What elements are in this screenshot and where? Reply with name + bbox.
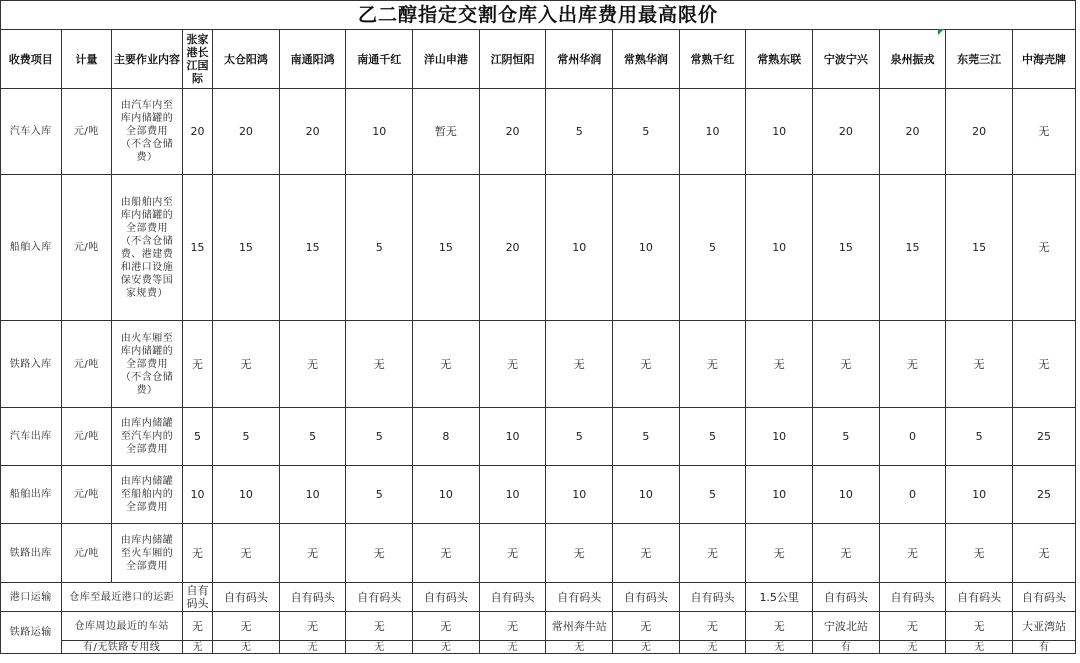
- fee-cell: 15: [279, 175, 346, 321]
- fee-content: 由火车厢至库内储罐的全部费用（不含仓储费）: [112, 321, 183, 408]
- fee-cell: 无: [479, 524, 546, 583]
- header-item: 收费项目: [1, 30, 62, 89]
- fee-cell: 10: [613, 175, 680, 321]
- fee-cell: 10: [813, 466, 880, 524]
- header-unit: 计量: [61, 30, 112, 89]
- fee-cell: 5: [279, 408, 346, 466]
- table-row: [1, 175, 1076, 321]
- rail-item: 铁路运输: [1, 612, 62, 654]
- fee-cell: 25: [1012, 408, 1075, 466]
- fee-cell: 10: [182, 466, 212, 524]
- fee-cell: 10: [613, 466, 680, 524]
- fee-item: 汽车出库: [1, 408, 62, 466]
- rail-line-cell: 无: [879, 641, 946, 654]
- rail-station-cell: 无: [413, 612, 480, 641]
- fee-cell: 无: [479, 321, 546, 408]
- fee-item: 汽车入库: [1, 89, 62, 175]
- port-cell: 自有码头: [613, 583, 680, 612]
- fee-cell: 无: [279, 321, 346, 408]
- fee-cell: 无: [346, 524, 413, 583]
- header-warehouse: 南通千红: [346, 30, 413, 89]
- port-cell: 自有码头: [879, 583, 946, 612]
- fee-cell: 10: [946, 466, 1013, 524]
- fee-content: 由库内储罐至火车厢的全部费用: [112, 524, 183, 583]
- port-cell: 自有码头: [279, 583, 346, 612]
- fee-unit: 元/吨: [61, 89, 112, 175]
- fee-cell: 10: [746, 175, 813, 321]
- fee-cell: 10: [679, 89, 746, 175]
- fee-cell: 无: [613, 524, 680, 583]
- fee-cell: 20: [879, 89, 946, 175]
- header-warehouse: 张家港长江国际: [182, 30, 212, 89]
- fee-cell: 无: [879, 321, 946, 408]
- rail-station-cell: 宁波北站: [813, 612, 880, 641]
- port-cell: 自有码头: [182, 583, 212, 612]
- fee-cell: 5: [813, 408, 880, 466]
- fee-cell: 5: [182, 408, 212, 466]
- fee-cell: 5: [679, 466, 746, 524]
- fee-cell: 10: [546, 466, 613, 524]
- fee-cell: 5: [679, 408, 746, 466]
- port-cell: 自有码头: [479, 583, 546, 612]
- fee-cell: 无: [1012, 175, 1075, 321]
- fee-cell: 5: [346, 175, 413, 321]
- header-warehouse: 常熟千红: [679, 30, 746, 89]
- fee-cell: 5: [679, 175, 746, 321]
- fee-cell: 0: [879, 466, 946, 524]
- fee-cell: 20: [279, 89, 346, 175]
- port-cell: 自有码头: [946, 583, 1013, 612]
- header-warehouse: 洋山申港: [413, 30, 480, 89]
- fee-cell: 10: [746, 89, 813, 175]
- rail-line-cell: 无: [613, 641, 680, 654]
- rail-line-cell: 无: [946, 641, 1013, 654]
- rail-station-content: 仓库周边最近的车站: [61, 612, 182, 641]
- fee-unit: 元/吨: [61, 321, 112, 408]
- fee-content: 由库内储罐至汽车内的全部费用: [112, 408, 183, 466]
- rail-line-cell: 有: [1012, 641, 1075, 654]
- port-content: 仓库至最近港口的运距: [61, 583, 182, 612]
- fee-cell: 25: [1012, 466, 1075, 524]
- fee-cell: 10: [279, 466, 346, 524]
- header-warehouse: 泉州振戎: [879, 30, 946, 89]
- fee-cell: 无: [279, 524, 346, 583]
- fee-cell: 20: [213, 89, 280, 175]
- header-warehouse: 宁波宁兴: [813, 30, 880, 89]
- header-warehouse: 常熟东联: [746, 30, 813, 89]
- rail-line-cell: 无: [346, 641, 413, 654]
- rail-station-cell: 无: [182, 612, 212, 641]
- header-row: [1, 30, 1076, 89]
- fee-cell: 5: [346, 408, 413, 466]
- fee-cell: 10: [746, 408, 813, 466]
- fee-item: 铁路出库: [1, 524, 62, 583]
- fee-item: 船舶入库: [1, 175, 62, 321]
- fee-cell: 无: [813, 321, 880, 408]
- fee-cell: 无: [679, 321, 746, 408]
- fee-cell: 15: [213, 175, 280, 321]
- fee-item: 铁路入库: [1, 321, 62, 408]
- fee-cell: 无: [182, 524, 212, 583]
- fee-cell: 无: [679, 524, 746, 583]
- rail-station-cell: 无: [879, 612, 946, 641]
- port-cell: 1.5公里: [746, 583, 813, 612]
- fee-cell: 无: [813, 524, 880, 583]
- fee-unit: 元/吨: [61, 408, 112, 466]
- rail-line-cell: 无: [182, 641, 212, 654]
- fee-cell: 15: [946, 175, 1013, 321]
- rail-line-cell: 无: [279, 641, 346, 654]
- fee-cell: 10: [413, 466, 480, 524]
- fee-cell: 5: [546, 408, 613, 466]
- fee-cell: 无: [413, 524, 480, 583]
- port-cell: 自有码头: [213, 583, 280, 612]
- port-cell: 自有码头: [413, 583, 480, 612]
- fee-cell: 无: [213, 321, 280, 408]
- fee-cell: 10: [479, 408, 546, 466]
- fee-cell: 15: [182, 175, 212, 321]
- fee-cell: 无: [1012, 524, 1075, 583]
- fee-cell: 15: [813, 175, 880, 321]
- rail-line-cell: 无: [213, 641, 280, 654]
- table-row: [1, 321, 1076, 408]
- fee-cell: 10: [346, 89, 413, 175]
- fee-cell: 无: [879, 524, 946, 583]
- rail-station-cell: 无: [213, 612, 280, 641]
- header-warehouse: 常州华润: [546, 30, 613, 89]
- rail-line-cell: 有: [813, 641, 880, 654]
- header-warehouse: 中海壳牌: [1012, 30, 1075, 89]
- fee-cell: 无: [746, 524, 813, 583]
- fee-cell: 无: [613, 321, 680, 408]
- header-content: 主要作业内容: [112, 30, 183, 89]
- header-warehouse: 南通阳鸿: [279, 30, 346, 89]
- fee-cell: 20: [479, 175, 546, 321]
- header-warehouse: 江阴恒阳: [479, 30, 546, 89]
- rail-station-cell: 无: [613, 612, 680, 641]
- fee-cell: 10: [746, 466, 813, 524]
- table-row: [1, 612, 1076, 641]
- rail-station-cell: 无: [746, 612, 813, 641]
- fee-cell: 无: [546, 524, 613, 583]
- fee-cell: 无: [346, 321, 413, 408]
- fee-cell: 20: [813, 89, 880, 175]
- fee-cell: 8: [413, 408, 480, 466]
- fee-cell: 5: [546, 89, 613, 175]
- rail-station-cell: 无: [946, 612, 1013, 641]
- header-warehouse: 太仓阳鸿: [213, 30, 280, 89]
- rail-line-cell: 无: [746, 641, 813, 654]
- fee-cell: 5: [346, 466, 413, 524]
- fee-cell: 0: [879, 408, 946, 466]
- fee-cell: 10: [546, 175, 613, 321]
- table-row: [1, 408, 1076, 466]
- fee-cell: 15: [879, 175, 946, 321]
- fee-cell: 无: [946, 524, 1013, 583]
- port-cell: 自有码头: [546, 583, 613, 612]
- header-warehouse: 东莞三江: [946, 30, 1013, 89]
- fee-cell: 5: [213, 408, 280, 466]
- fee-content: 由船舶内至库内储罐的全部费用（不含仓储费、港建费和港口设施保安费等国家规费）: [112, 175, 183, 321]
- port-item: 港口运输: [1, 583, 62, 612]
- fee-cell: 无: [546, 321, 613, 408]
- fee-cell: 15: [413, 175, 480, 321]
- rail-line-cell: 无: [679, 641, 746, 654]
- rail-line-cell: 无: [413, 641, 480, 654]
- rail-station-cell: 无: [479, 612, 546, 641]
- rail-station-cell: 无: [279, 612, 346, 641]
- rail-station-cell: 常州奔牛站: [546, 612, 613, 641]
- port-cell: 自有码头: [346, 583, 413, 612]
- rail-station-cell: 大亚湾站: [1012, 612, 1075, 641]
- table-row: [1, 524, 1076, 583]
- table-row: [1, 583, 1076, 612]
- fee-cell: 无: [1012, 89, 1075, 175]
- fee-cell: 暂无: [413, 89, 480, 175]
- table-row: [1, 466, 1076, 524]
- fee-cell: 20: [946, 89, 1013, 175]
- rail-station-cell: 无: [679, 612, 746, 641]
- fee-cell: 20: [479, 89, 546, 175]
- fee-cell: 无: [946, 321, 1013, 408]
- fee-cell: 无: [1012, 321, 1075, 408]
- fee-cell: 5: [613, 408, 680, 466]
- fee-cell: 无: [413, 321, 480, 408]
- rail-line-cell: 无: [546, 641, 613, 654]
- fee-unit: 元/吨: [61, 466, 112, 524]
- header-warehouse: 常熟华润: [613, 30, 680, 89]
- port-cell: 自有码头: [679, 583, 746, 612]
- port-cell: 自有码头: [813, 583, 880, 612]
- fee-cell: 5: [946, 408, 1013, 466]
- fee-content: 由汽车内至库内储罐的全部费用（不含仓储费）: [112, 89, 183, 175]
- fee-cell: 10: [479, 466, 546, 524]
- rail-station-cell: 无: [346, 612, 413, 641]
- fee-cell: 无: [182, 321, 212, 408]
- table-row: [1, 89, 1076, 175]
- rail-line-cell: 无: [479, 641, 546, 654]
- fee-cell: 无: [746, 321, 813, 408]
- rail-line-content: 有/无铁路专用线: [61, 641, 182, 654]
- fee-content: 由库内储罐至船舶内的全部费用: [112, 466, 183, 524]
- port-cell: 自有码头: [1012, 583, 1075, 612]
- fee-item: 船舶出库: [1, 466, 62, 524]
- fee-unit: 元/吨: [61, 524, 112, 583]
- table-row: [1, 641, 1076, 654]
- fee-unit: 元/吨: [61, 175, 112, 321]
- fee-cell: 无: [213, 524, 280, 583]
- cell-comment-marker: [938, 29, 944, 35]
- fee-cell: 20: [182, 89, 212, 175]
- fee-cell: 5: [613, 89, 680, 175]
- fee-cell: 10: [213, 466, 280, 524]
- table-title: 乙二醇指定交割仓库入出库费用最高限价: [1, 1, 1076, 30]
